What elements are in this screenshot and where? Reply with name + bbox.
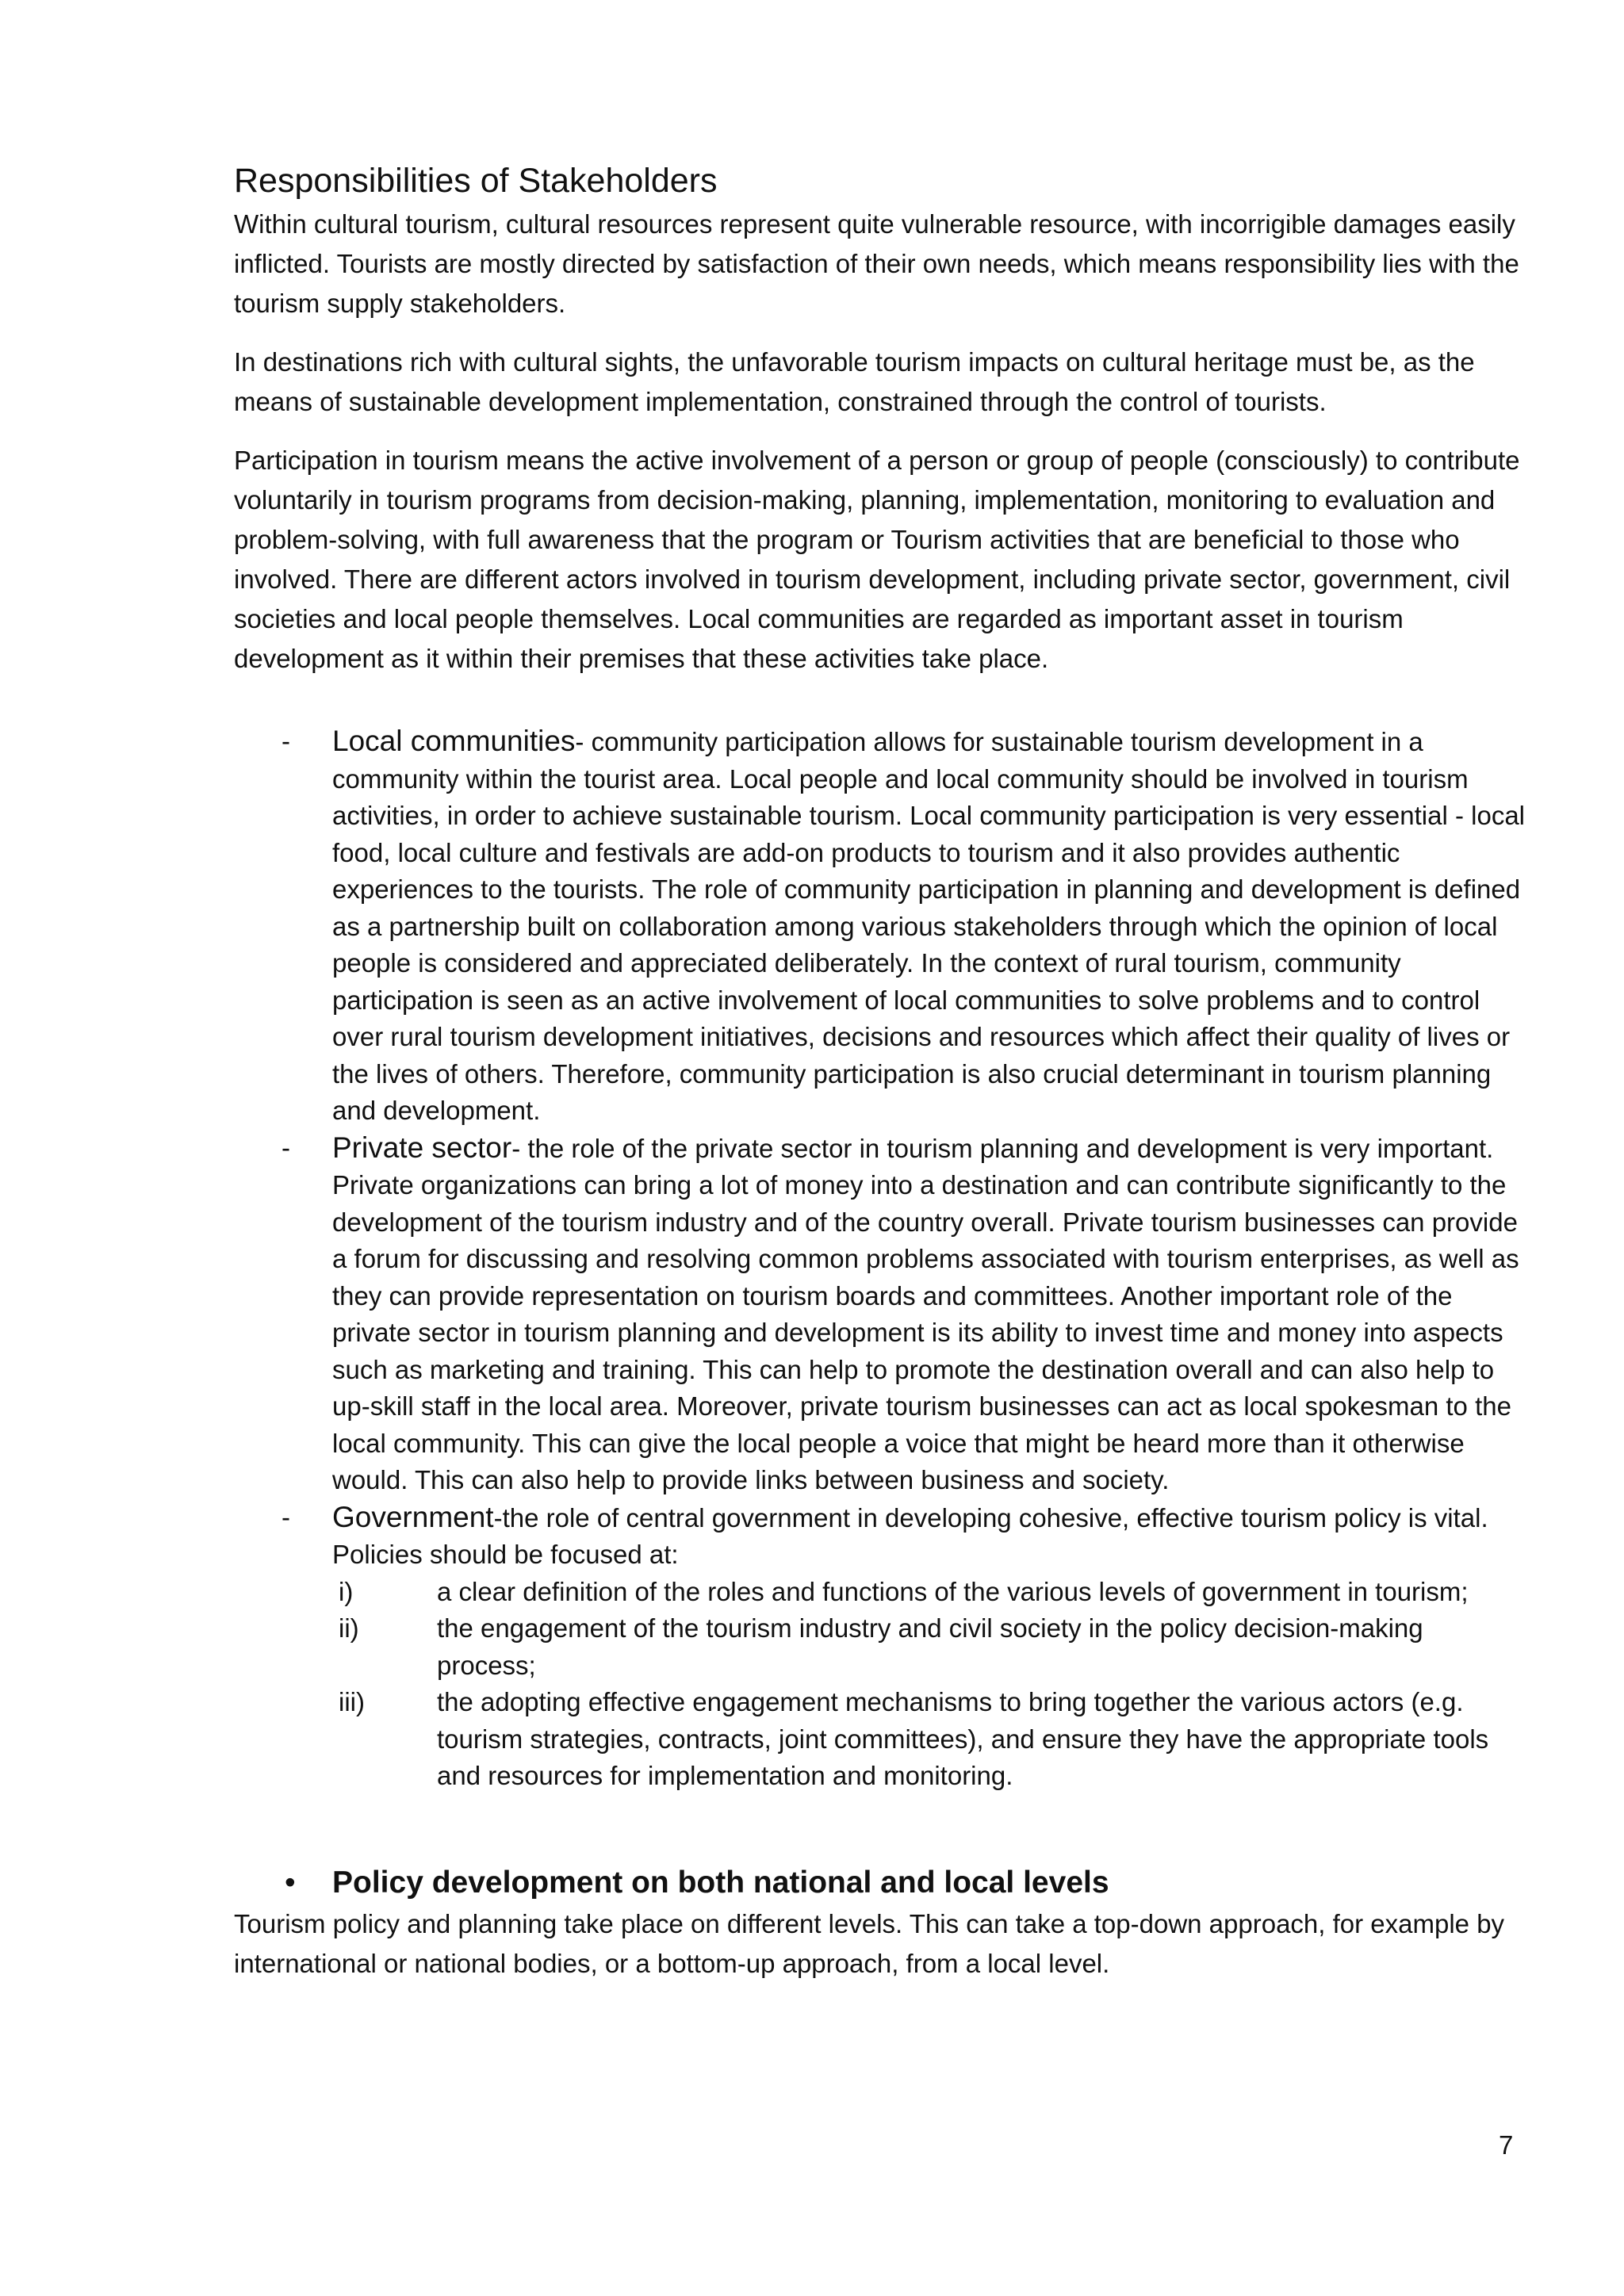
paragraph-policy-levels: Tourism policy and planning take place on different levels. This can take a top-down approach, for example by international or national bodies, or a bottom-up approach, from a local level. [234, 1908, 1505, 1978]
list-item-number: iii) [339, 1687, 365, 1716]
list-dash-marker: - [282, 726, 290, 756]
document-page [234, 159, 1526, 1984]
list-item-text: a clear definition of the roles and functions of the various levels of government in tourism; [437, 1576, 1469, 1606]
policy-heading-text: Policy development on both national and local levels [332, 1865, 1109, 1900]
bullet-marker: • [285, 1865, 296, 1900]
stakeholder-government [234, 1499, 1526, 1795]
stakeholder-description: - the role of the private sector in tourism planning and development is very important. Private organizations can bring a lot of money into a destination and can contribute significantly to the development of the tourism industry and of the country overall. Private tourism businesses can provide a forum for discussing and resolving common problems associated with tourism enterprises, as well as they can provide representation on tourism boards and committees. Another important role of the private sector in tourism planning and development is its ability to invest time and money into aspects such as marketing and training. This can help to promote the destination overall and can also help to up-skill staff in the local area. Moreover, private tourism businesses can act as local spokesman to the local community. This can give the local people a voice that might be heard more than it otherwise would. This can also help to provide links between business and society. [332, 1133, 1519, 1494]
list-dash-marker: - [282, 1132, 290, 1162]
list-item-text: the engagement of the tourism industry and civil society in the policy decision-making process; [437, 1613, 1423, 1680]
stakeholder-list [234, 723, 1526, 1795]
page-number: 7 [1499, 2130, 1514, 2160]
list-item-number: ii) [339, 1613, 359, 1643]
policy-heading [234, 1862, 1526, 1904]
list-dash-marker: - [282, 1502, 290, 1532]
stakeholder-description: -the role of central government in developing cohesive, effective tourism policy is vital. Policies should be focused at: [332, 1502, 1488, 1569]
paragraph-cultural-destinations: In destinations rich with cultural sights, the unfavorable tourism impacts on cultural heritage must be, as the means of sustainable development implementation, constrained through the control of tourists. [234, 347, 1475, 416]
section-title: Responsibilities of Stakeholders [234, 162, 718, 200]
list-item-number: i) [339, 1576, 354, 1606]
stakeholder-label: Government [332, 1500, 494, 1533]
list-item [332, 1574, 1526, 1611]
paragraph-participation: Participation in tourism means the active involvement of a person or group of people (consciously) to contribute voluntarily in tourism programs from decision-making, planning, implementation, monitoring to evaluation and problem-solving, with full awareness that the program or Tourism activities that are beneficial to those who involved. There are different actors involved in tourism development, including private sector, government, civil societies and local people themselves. Local communities are regarded as important asset in tourism development as it within their premises that these activities take place. [234, 446, 1520, 673]
stakeholder-label: Local communities [332, 725, 576, 757]
list-item-text: the adopting effective engagement mechanisms to bring together the various actors (e.g. tourism strategies, contracts, joint committees), and ensure they have the appropriate tools and resources for implementation and monitoring. [437, 1687, 1489, 1790]
stakeholder-local-communities [234, 723, 1526, 1130]
list-item [332, 1684, 1526, 1795]
paragraph-cultural-resources: Within cultural tourism, cultural resources represent quite vulnerable resource, with incorrigible damages easily inflicted. Tourists are mostly directed by satisfaction of their own needs, which means responsibility lies with the tourism supply stakeholders. [234, 209, 1519, 318]
stakeholder-description: - community participation allows for sustainable tourism development in a community within the tourist area. Local people and local community should be involved in tourism activities, in order to achieve sustainable tourism. Local community participation is very essential - local food, local culture and festivals are add-on products to tourism and it also provides authentic experiences to the tourists. The role of community participation in planning and development is defined as a partnership built on collaboration among various stakeholders through which the opinion of local people is considered and appreciated deliberately. In the context of rural tourism, community participation is seen as an active involvement of local communities to solve problems and to control over rural tourism development initiatives, decisions and resources which affect their quality of lives or the lives of others. Therefore, community participation is also crucial determinant in tourism planning and development. [332, 727, 1525, 1125]
stakeholder-label: Private sector [332, 1131, 512, 1164]
stakeholder-private-sector [234, 1130, 1526, 1499]
list-item [332, 1610, 1526, 1684]
government-policy-list [332, 1574, 1526, 1795]
